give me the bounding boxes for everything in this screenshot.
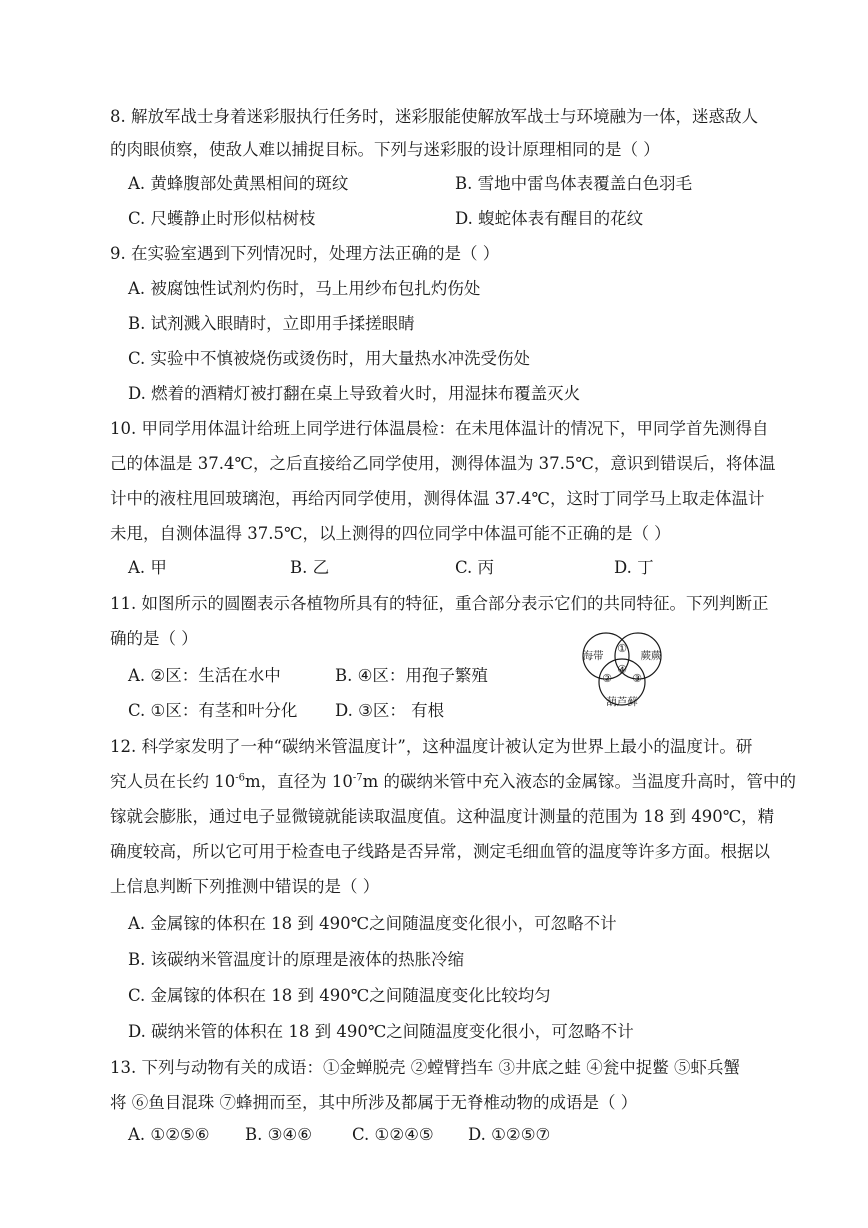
q10-stem-line2: 己的体温是 37.4℃，之后直接给乙同学使用，测得体温为 37.5℃，意识到错误后，将体温	[110, 454, 776, 473]
region-2: ②	[602, 672, 612, 685]
q10-stem-line4: 未甩，自测体温得 37.5℃，以上测得的四位同学中体温可能不正确的是（ ）	[110, 524, 671, 543]
q10-stem-line3: 计中的液柱甩回玻璃泡，再给丙同学使用，测得体温 37.4℃，这时丁同学马上取走体温计	[110, 489, 765, 508]
label-left: 海带	[582, 650, 604, 662]
region-3: ③	[632, 672, 642, 685]
q9-option-c: C. 实验中不慎被烧伤或烫伤时，用大量热水冲洗受伤处	[128, 349, 531, 368]
q12-stem-line3: 镓就会膨胀，通过电子显微镜就能读取温度值。这种温度计测量的范围为 18 到 490℃，精	[110, 807, 775, 826]
q12-stem-line1: 12. 科学家发明了一种“碳纳米管温度计”，这种温度计被认定为世界上最小的温度计。研	[110, 737, 753, 756]
venn-diagram	[577, 624, 667, 714]
q11-stem-line2: 确的是（ ）	[110, 629, 198, 648]
q12-option-d: D. 碳纳米管的体积在 18 到 490℃之间随温度变化很小，可忽略不计	[128, 1022, 634, 1041]
q12-option-b: B. 该碳纳米管温度计的原理是液体的热胀冷缩	[128, 950, 465, 969]
region-1: ①	[617, 642, 627, 655]
q12-stem-line2: 究人员在长约 $10^{-6}m$，直径为 $10^{-7}m$ 的碳纳米管中充入液态的金属镓。当温度升高时，管中的	[110, 772, 797, 791]
q13-stem-line1: 13. 下列与动物有关的成语：①金蝉脱壳 ②螳臂挡车 ③井底之蛙 ④瓮中捉鳖 ⑤虾兵蟹	[110, 1058, 740, 1077]
q10-option-b: B. 乙	[290, 558, 330, 577]
q11-stem-line1: 11. 如图所示的圆圈表示各植物所具有的特征，重合部分表示它们的共同特征。下列判断正	[110, 594, 769, 613]
q9-stem: 9. 在实验室遇到下列情况时，处理方法正确的是（ ）	[110, 244, 500, 263]
q12-stem-line5: 上信息判断下列推测中错误的是（ ）	[110, 877, 380, 896]
q10-stem-line1: 10. 甲同学用体温计给班上同学进行体温晨检：在未甩体温计的情况下，甲同学首先测得自	[110, 419, 769, 438]
q13-option-b: B. ③④⑥	[245, 1125, 312, 1144]
label-right: 蕨蕨	[640, 650, 662, 662]
q13-option-a: A. ①②⑤⑥	[128, 1125, 210, 1144]
q8-option-b: B. 雪地中雷鸟体表覆盖白色羽毛	[455, 174, 693, 193]
q12-option-a: A. 金属镓的体积在 18 到 490℃之间随温度变化很小，可忽略不计	[128, 914, 617, 933]
q8-option-a: A. 黄蜂腹部处黄黑相间的斑纹	[128, 174, 349, 193]
label-bottom: 葫芦藓	[606, 696, 638, 708]
q10-option-a: A. 甲	[128, 558, 167, 577]
q8-stem-line2: 的肉眼侦察，使敌人难以捕捉目标。下列与迷彩服的设计原理相同的是（ ）	[110, 140, 660, 159]
q13-stem-line2: 将 ⑥鱼目混珠 ⑦蜂拥而至，其中所涉及都属于无脊椎动物的成语是（ ）	[110, 1093, 638, 1112]
q10-option-d: D. 丁	[614, 558, 654, 577]
q11-option-b: B. ④区：用孢子繁殖	[335, 666, 488, 685]
q9-option-a: A. 被腐蚀性试剂灼伤时，马上用纱布包扎灼伤处	[128, 279, 481, 298]
q9-option-d: D. 燃着的酒精灯被打翻在桌上导致着火时，用湿抹布覆盖灭火	[128, 384, 581, 403]
q11-option-a: A. ②区：生活在水中	[128, 666, 281, 685]
q11-option-d: D. ③区： 有根	[335, 701, 445, 720]
q11-option-c: C. ①区：有茎和叶分化	[128, 701, 298, 720]
q9-option-b: B. 试剂溅入眼睛时，立即用手揉搓眼睛	[128, 314, 415, 333]
q13-option-c: C. ①②④⑤	[352, 1125, 434, 1144]
q12-option-c: C. 金属镓的体积在 18 到 490℃之间随温度变化比较均匀	[128, 986, 551, 1005]
q8-option-c: C. 尺蠖静止时形似枯树枝	[128, 209, 316, 228]
region-4: ④	[617, 663, 627, 676]
q8-option-d: D. 蝮蛇体表有醒目的花纹	[455, 209, 644, 228]
q10-option-c: C. 丙	[455, 558, 495, 577]
q8-stem-line1: 8. 解放军战士身着迷彩服执行任务时，迷彩服能使解放军战士与环境融为一体，迷惑敌人	[110, 107, 758, 126]
q13-option-d: D. ①②⑤⑦	[468, 1125, 551, 1144]
q12-stem-line4: 确度较高，所以它可用于检查电子线路是否异常，测定毛细血管的温度等许多方面。根据以	[110, 842, 770, 861]
